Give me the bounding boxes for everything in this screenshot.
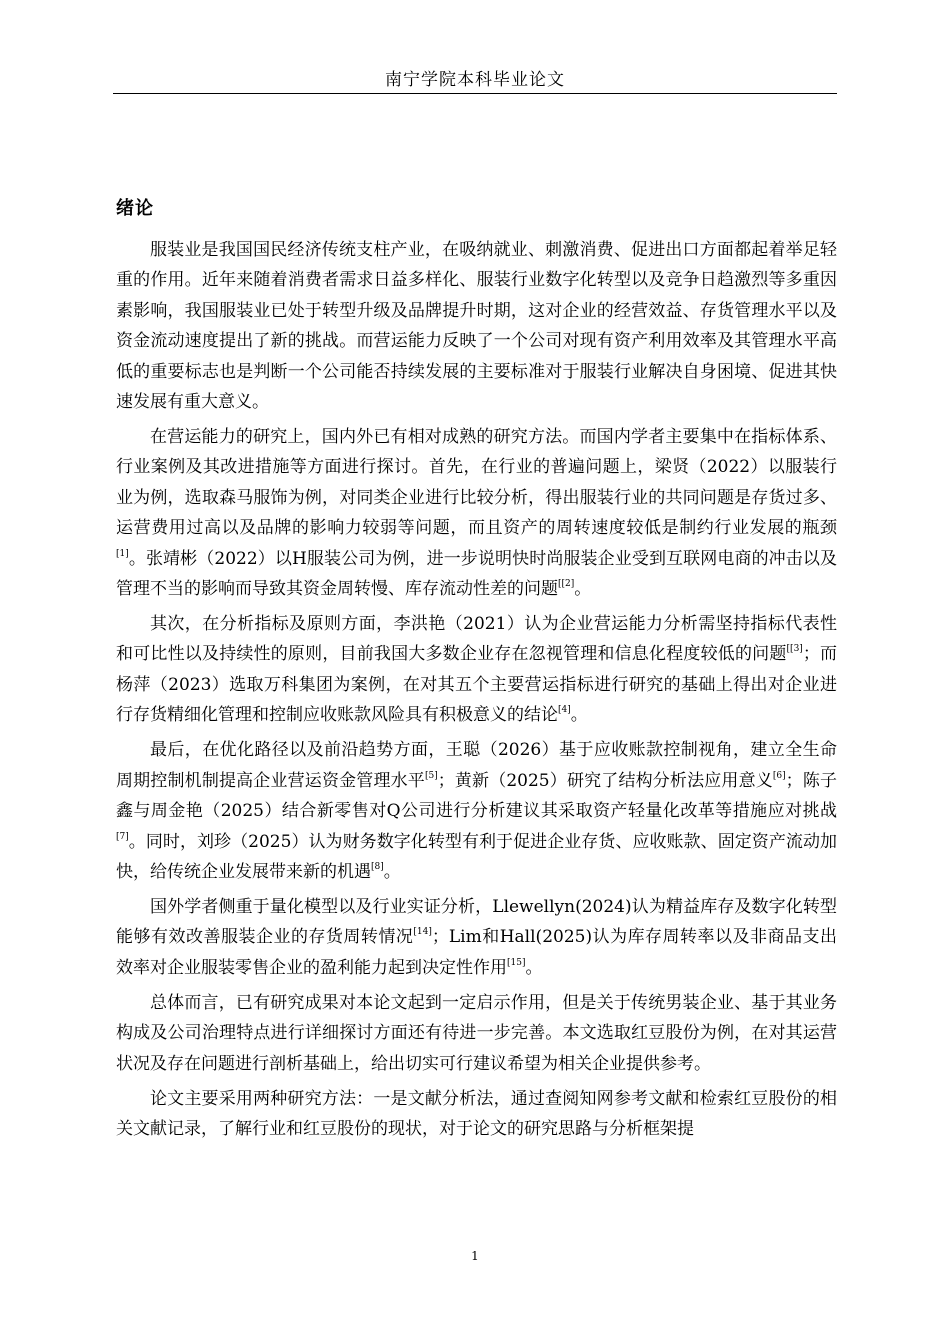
paragraph-7: 论文主要采用两种研究方法：一是文献分析法，通过查阅知网参考文献和检索红豆股份的相关文献记录，了解行业和红豆股份的现状，对于论文的研究思路与分析框架提 (116, 1088, 837, 1139)
citation-5: [5] (424, 770, 438, 781)
section-title: 绪论 (116, 198, 154, 219)
text-run: 。 (574, 579, 592, 600)
paragraph-3 (116, 609, 837, 731)
text-run: 。张靖彬（2022）以H服装公司为例，进一步说明快时尚服装企业受到互联网电商的冲击以及管理不当的影响而导致其资金周转慢、库存流动性差的问题 (116, 548, 837, 600)
citation-7: [7] (116, 831, 129, 842)
text-run: 。同时，刘珍（2025）认为财务数字化转型有利于促进企业存货、应收账款、固定资产流动加快，给传统企业发展带来新的机遇 (116, 831, 837, 882)
paragraph-2 (116, 422, 837, 604)
text-run: ；而杨萍（2023）选取万科集团为案例，在对其五个主要营运指标进行研究的基础上得出对企业进行存货精细化管理和控制应收账款风险具有积极意义的结论 (116, 644, 838, 726)
header-rule (113, 93, 837, 94)
text-run: 其次，在分析指标及原则方面，李洪艳（2021）认为企业营运能力分析需坚持指标代表性和可比性以及持续性的原则，目前我国大多数企业存在忽视管理和信息化程度较低的问题 (116, 614, 837, 665)
paragraph-6: 总体而言，已有研究成果对本论文起到一定启示作用，但是关于传统男装企业、基于其业务构成及公司治理特点进行详细探讨方面还有待进一步完善。本文选取红豆股份为例，在对其运营状况及存在问题进行剖析基础上，给出切实可行建议希望为相关企业提供参考。 (116, 992, 837, 1074)
text-run: 。 (525, 957, 543, 978)
citation-6: [6] (772, 770, 786, 781)
citation-2: [[2] (558, 579, 575, 590)
paragraph-1: 服装业是我国国民经济传统支柱产业，在吸纳就业、刺激消费、促进出口方面都起着举足轻重的作用。近年来随着消费者需求日益多样化、服装行业数字化转型以及竞争日趋激烈等多重因素影响，我国服装业已处于转型升级及品牌提升时期，这对企业的经营效益、存货管理水平以及资金流动速度提出了新的挑战。而营运能力反映了一个公司对现有资产利用效率及其管理水平高低的重要标志也是判断一个公司能否持续发展的主要标准对于服装行业解决自身困境、促进其快速发展有重大意义。 (116, 240, 837, 413)
page-number: 1 (471, 1249, 479, 1263)
paragraph-5 (116, 892, 837, 983)
citation-4: [4] (558, 705, 571, 716)
text-run: 国外学者侧重于量化模型以及行业实证分析，Llewellyn(2024)认为精益库存及数字化转型能够有效改善服装企业的存货周转情况 (116, 896, 837, 948)
text-run: ；黄新（2025）研究了结构分析法应用意义 (437, 770, 773, 791)
paragraph-4 (116, 735, 837, 887)
citation-1: [1] (116, 548, 129, 559)
citation-3: [[3] (786, 644, 803, 655)
running-header: 南宁学院本科毕业论文 (385, 70, 565, 90)
citation-15: [15] (507, 957, 526, 968)
text-run: 最后，在优化路径以及前沿趋势方面，王聪（2026）基于应收账款控制视角，建立全生命周期控制机制提高企业营运资金管理水平 (116, 740, 837, 791)
citation-8: [8] (371, 861, 384, 872)
citation-14: [14] (413, 927, 432, 938)
text-run: ；Lim和Hall(2025)认为库存周转率以及非商品支出效率对企业服装零售企业的盈利能力起到决定性作用 (116, 927, 838, 978)
text-run: 。 (383, 861, 401, 882)
text-run: ；陈子鑫与周金艳（2025）结合新零售对Q公司进行分析建议其采取资产轻量化改革等措施应对挑战 (116, 770, 837, 822)
text-run: 。 (570, 705, 588, 726)
text-run: 在营运能力的研究上，国内外已有相对成熟的研究方法。而国内学者主要集中在指标体系、行业案例及其改进措施等方面进行探讨。首先，在行业的普遍问题上，梁贤（2022）以服装行业为例，选取森马服饰为例，对同类企业进行比较分析，得出服装行业的共同问题是存货过多、运营费用过高以及品牌的影响力较弱等问题，而且资产的周转速度较低是制约行业发展的瓶颈 (116, 427, 837, 539)
body-text (116, 235, 837, 1144)
